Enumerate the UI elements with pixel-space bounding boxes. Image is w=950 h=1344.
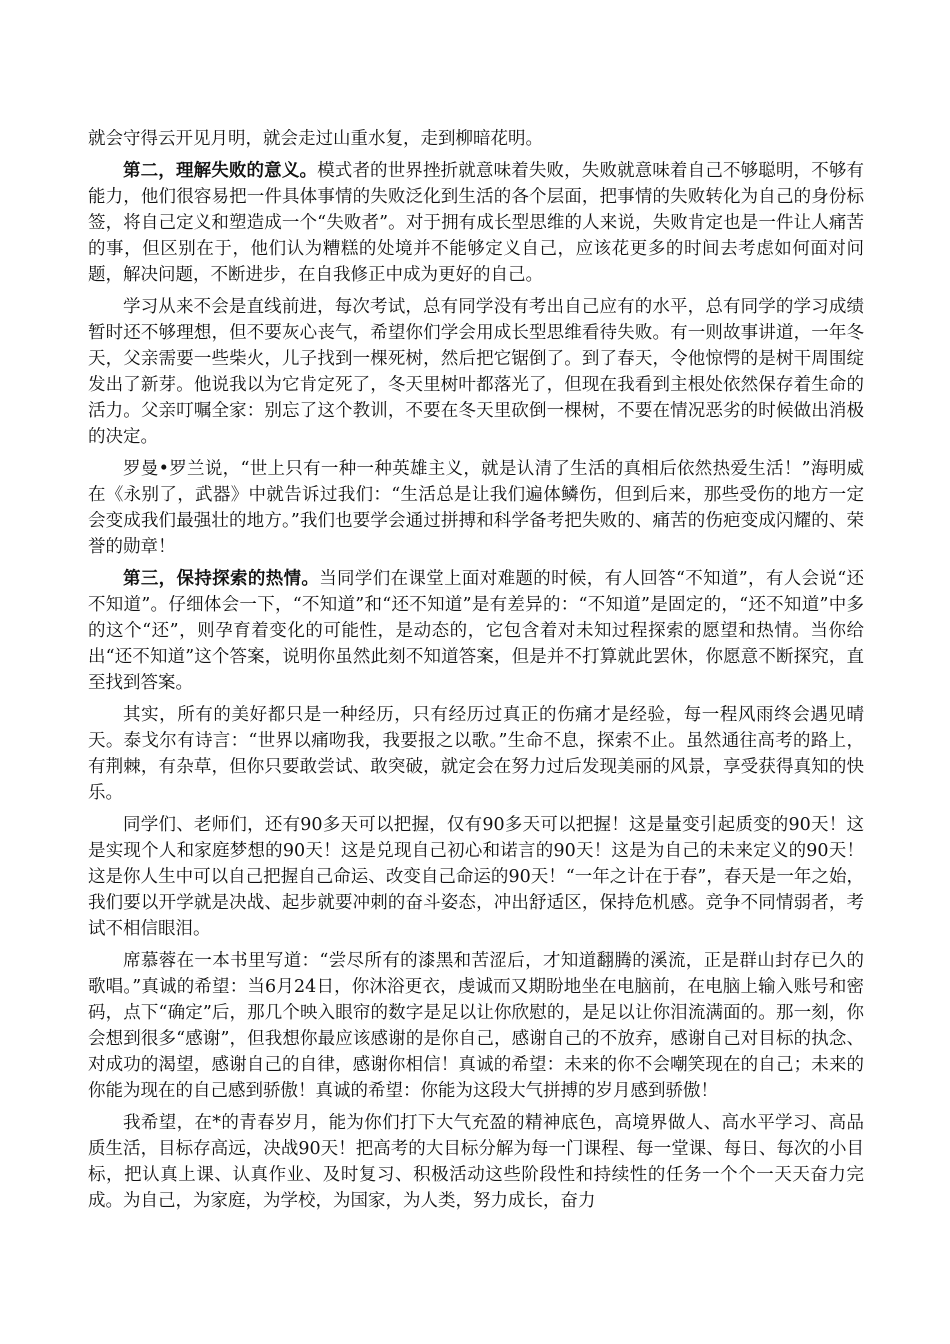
paragraph-6 [88,702,864,806]
paragraph-1-text: 就会守得云开见月明，就会走过山重水复，走到柳暗花明。 [88,129,543,149]
paragraph-3 [88,294,864,450]
paragraph-5-heading: 第三，保持探索的热情。 [123,569,320,589]
paragraph-8 [88,948,864,1104]
paragraph-7 [88,812,864,942]
paragraph-5-text: 当同学们在课堂上面对难题的时候，有人回答“不知道”，有人会说“还不知道”。仔细体会一下，“不知道”和“还不知道”是有差异的：“不知道”是固定的，“还不知道”中多的这个“还”，则孕育着变化的可能性，是动态的，它包含着对未知过程探索的愿望和热情。当你给出“还不知道”这个答案，说明你虽然此刻不知道答案，但是并不打算就此罢休，你愿意不断探究，直至找到答案。 [88,569,865,693]
paragraph-9-text: 我希望，在*的青春岁月，能为你们打下大气充盈的精神底色，高境界做人、高水平学习、高品质生活，目标存高远，决战90天！把高考的大目标分解为每一门课程、每一堂课、每日、每次的小目标，把认真上课、认真作业、及时复习、积极活动这些阶段性和持续性的任务一个个一天天奋力完成。为自己，为家庭，为学校，为国家，为人类，努力成长，奋力 [88,1113,864,1211]
paragraph-2-heading: 第二，理解失败的意义。 [123,161,318,181]
paragraph-9 [88,1110,864,1214]
paragraph-6-text: 其实，所有的美好都只是一种经历，只有经历过真正的伤痛才是经验，每一程风雨终会遇见晴天。泰戈尔有诗言：“世界以痛吻我，我要报之以歌。”生命不息，探索不止。虽然通往高考的路上，有荆棘，有杂草，但你只要敢尝试、敢突破，就定会在努力过后发现美丽的风景，享受获得真知的快乐。 [88,705,864,803]
paragraph-5 [88,566,864,696]
paragraph-4 [88,456,864,560]
paragraph-2-text: 模式者的世界挫折就意味着失败，失败就意味着自己不够聪明，不够有能力，他们很容易把一件具体事情的失败泛化到生活的各个层面，把事情的失败转化为自己的身份标签，将自己定义和塑造成一个“失败者”。对于拥有成长型思维的人来说，失败肯定也是一件让人痛苦的事，但区别在于，他们认为糟糕的处境并不能够定义自己，应该花更多的时间去考虑如何面对问题，解决问题，不断进步，在自我修正中成为更好的自己。 [88,161,864,285]
paragraph-8-text: 席慕蓉在一本书里写道：“尝尽所有的漆黑和苦涩后，才知道翻腾的溪流，正是群山封存已久的歌唱。”真诚的希望：当6月24日，你沐浴更衣，虔诚而又期盼地坐在电脑前，在电脑上输入账号和密码，点下“确定”后，那几个映入眼帘的数字是足以让你欣慰的，是足以让你泪流满面的。那一刻，你会想到很多“感谢”，但我想你最应该感谢的是你自己，感谢自己的不放弃，感谢自己对目标的执念、对成功的渴望，感谢自己的自律，感谢你相信！真诚的希望：未来的你不会嘲笑现在的自己；未来的你能为现在的自己感到骄傲！真诚的希望：你能为这段大气拼搏的岁月感到骄傲！ [88,951,864,1101]
paragraph-2 [88,158,864,288]
paragraph-7-text: 同学们、老师们，还有90多天可以把握，仅有90多天可以把握！这是量变引起质变的90天！这是实现个人和家庭梦想的90天！这是兑现自己初心和诺言的90天！这是为自己的未来定义的90天！这是你人生中可以自己把握自己命运、改变自己命运的90天！“一年之计在于春”，春天是一年之始，我们要以开学就是决战、起步就要冲刺的奋斗姿态，冲出舒适区，保持危机感。竞争不同情弱者，考试不相信眼泪。 [88,815,864,939]
paragraph-1 [88,126,864,152]
paragraph-3-text: 学习从来不会是直线前进，每次考试，总有同学没有考出自己应有的水平，总有同学的学习成绩暂时还不够理想，但不要灰心丧气，希望你们学会用成长型思维看待失败。有一则故事讲道，一年冬天，父亲需要一些柴火，儿子找到一棵死树，然后把它锯倒了。到了春天，令他惊愕的是树干周围绽发出了新芽。他说我以为它肯定死了，冬天里树叶都落光了，但现在我看到主根处依然保存着生命的活力。父亲叮嘱全家：别忘了这个教训，不要在冬天里砍倒一棵树，不要在情况恶劣的时候做出消极的决定。 [88,297,864,447]
paragraph-4-text: 罗曼•罗兰说，“世上只有一种一种英雄主义，就是认清了生活的真相后依然热爱生活！”海明威在《永别了，武器》中就告诉过我们：“生活总是让我们遍体鳞伤，但到后来，那些受伤的地方一定会变成我们最强壮的地方。”我们也要学会通过拼搏和科学备考把失败的、痛苦的伤疤变成闪耀的、荣誉的勋章！ [88,459,864,557]
